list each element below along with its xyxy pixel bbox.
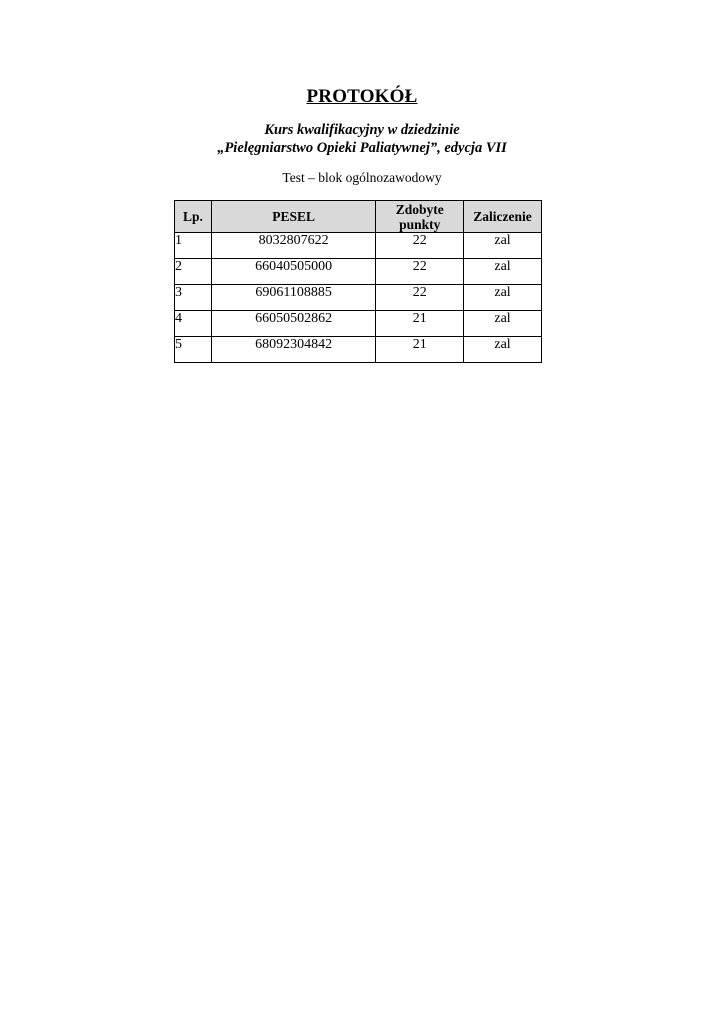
table-header-row (175, 201, 542, 233)
header-result: Zaliczenie (464, 201, 542, 233)
cell-lp: 2 (175, 259, 212, 285)
cell-lp: 4 (175, 311, 212, 337)
cell-result: zal (464, 285, 542, 311)
test-caption: Test – blok ogólnozawodowy (282, 170, 442, 185)
cell-points: 22 (376, 259, 464, 285)
cell-result: zal (464, 311, 542, 337)
header-lp: Lp. (175, 201, 212, 233)
header-points (376, 201, 464, 233)
cell-result: zal (464, 259, 542, 285)
cell-pesel: 66050502862 (211, 311, 375, 337)
table-row (175, 285, 542, 311)
cell-pesel: 69061108885 (211, 285, 375, 311)
cell-points: 21 (376, 337, 464, 363)
table-row (175, 337, 542, 363)
cell-lp: 5 (175, 337, 212, 363)
table-row (175, 259, 542, 285)
cell-points: 22 (376, 285, 464, 311)
cell-lp: 3 (175, 285, 212, 311)
course-name-line-2: „Pielęgniarstwo Opieki Paliatywnej”, edycja VII (217, 140, 507, 156)
table-row (175, 311, 542, 337)
cell-result: zal (464, 337, 542, 363)
header-pesel: PESEL (211, 201, 375, 233)
cell-points: 22 (376, 233, 464, 259)
cell-lp: 1 (175, 233, 212, 259)
header-points-line-2: punkty (399, 216, 441, 232)
cell-pesel: 68092304842 (211, 337, 375, 363)
results-table (174, 200, 542, 363)
course-name-line-1: Kurs kwalifikacyjny w dziedzinie (264, 122, 460, 138)
document-title: PROTOKÓŁ (306, 86, 418, 107)
cell-result: zal (464, 233, 542, 259)
header-points-line-1: Zdobyte (395, 201, 444, 217)
cell-pesel: 66040505000 (211, 259, 375, 285)
table-row (175, 233, 542, 259)
cell-points: 21 (376, 311, 464, 337)
cell-pesel: 8032807622 (211, 233, 375, 259)
